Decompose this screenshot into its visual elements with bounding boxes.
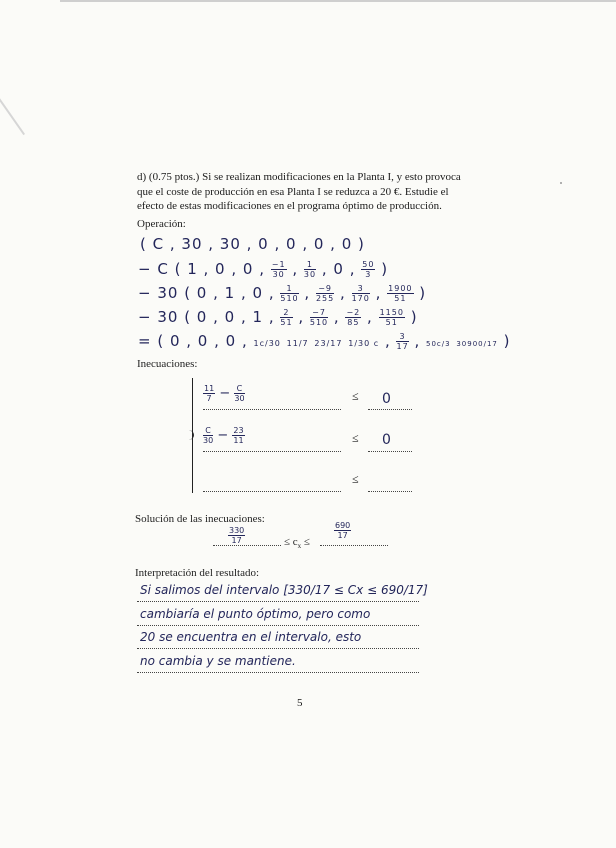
row-tail: ) xyxy=(419,284,427,302)
interpretation-line-3: 20 se encuentra en el intervalo, esto xyxy=(140,630,362,644)
frac-num: 690 xyxy=(335,521,351,530)
frac-den: 11 xyxy=(233,436,244,445)
frac-den: 30 xyxy=(203,436,214,445)
frac-num: −9 xyxy=(316,284,334,294)
inequation-1-rhs: 0 xyxy=(382,391,391,407)
frac-den: 30 xyxy=(234,394,245,403)
frac-den: 17 xyxy=(337,531,348,540)
frac-den: 17 xyxy=(396,342,409,351)
frac-num: 1150 xyxy=(379,308,404,317)
inequation-2-line xyxy=(203,451,341,452)
row5-term: 23/17 xyxy=(314,339,343,348)
frac-den: 3 xyxy=(365,270,372,279)
interpretation-line-2: cambiaría el punto óptimo, pero como xyxy=(140,607,371,621)
page-edge xyxy=(60,0,616,2)
inequation-1-lhs xyxy=(203,384,245,403)
operation-row-1: ( C , 30 , 30 , 0 , 0 , 0 , 0 ) xyxy=(140,235,365,253)
frac-den: 170 xyxy=(351,294,370,303)
row-mid: , 0 , xyxy=(321,260,356,278)
operation-row-3: − 30 ( 0 , 1 , 0 , $\frac{1}{510}$ , $\frac{-9}{255}$ , $\frac{3}{170}$ , $\frac{1900}{51}$ ) xyxy=(138,284,427,303)
solution-low-line xyxy=(213,545,281,546)
frac-den: 30 xyxy=(272,270,285,279)
inequations-brace xyxy=(192,378,201,493)
inequation-3-line xyxy=(203,491,341,492)
row-tail: ) xyxy=(410,308,418,326)
inequation-3-rel: ≤ xyxy=(352,472,359,486)
frac-den: 85 xyxy=(347,318,360,327)
frac-num: C xyxy=(203,426,213,436)
frac-den: 51 xyxy=(385,318,398,327)
frac-num: 3 xyxy=(352,284,370,294)
fold-mark xyxy=(0,85,25,135)
frac-den: 510 xyxy=(280,294,299,303)
interpretation-line-1: Si salimos del intervalo [330/17 ≤ Cx ≤ 690/17] xyxy=(140,583,428,597)
frac-num: 1 xyxy=(280,284,298,294)
frac-num: 50 xyxy=(362,260,375,269)
frac-den: 7 xyxy=(206,394,212,403)
speck xyxy=(560,182,562,184)
row5-term: 30900/17 xyxy=(456,340,498,348)
frac-num: 1 xyxy=(304,260,316,270)
solution-middle xyxy=(284,536,310,550)
operation-row-5: = ( 0 , 0 , 0 , 1c/30 11/7 23/17 1/30 c , $\frac{3}{17}$ , 50c/3 30900/17 ) xyxy=(138,332,511,351)
operation-label: Operación: xyxy=(137,218,186,230)
frac-den: 255 xyxy=(315,294,335,303)
question-text xyxy=(137,170,497,214)
frac-den: 30 xyxy=(303,270,317,279)
row-tail: ) xyxy=(503,332,511,350)
inequation-1-rel: ≤ xyxy=(352,389,359,403)
frac-num: 330 xyxy=(229,526,245,535)
inequation-3-rhs-line xyxy=(368,491,412,492)
interpretation-rule-2 xyxy=(137,625,419,626)
inequation-2-rhs: 0 xyxy=(382,432,391,448)
solution-subscript: x xyxy=(297,542,302,551)
question-line: que el coste de producción en esa Planta I se reduzca a 20 €. Estudie el xyxy=(137,185,449,198)
interpretation-rule-1 xyxy=(137,601,419,602)
frac-num: 23 xyxy=(233,426,244,435)
inequation-1-rhs-line xyxy=(368,409,412,410)
row5-term: 1/30 c xyxy=(348,339,380,348)
frac-den: 17 xyxy=(231,536,242,545)
inequation-2-rel: ≤ xyxy=(352,431,359,445)
question-line: d) (0.75 ptos.) Si se realizan modificaciones en la Planta I, y esto provoca xyxy=(137,171,461,183)
page-number: 5 xyxy=(297,697,303,709)
operation-row-4: − 30 ( 0 , 0 , 1 , $\frac{2}{51}$ , $\frac{-7}{510}$ , $\frac{-2}{85}$ , $\frac{1150}{51}$ ) xyxy=(138,308,418,327)
solution-label: Solución de las inecuaciones: xyxy=(135,513,265,525)
frac-den: 51 xyxy=(394,294,407,303)
interpretation-line-4: no cambia y se mantiene. xyxy=(140,654,296,668)
inequations-label: Inecuaciones: xyxy=(137,358,198,370)
operator: − xyxy=(219,386,231,401)
solution-high-line xyxy=(320,545,388,546)
frac-den: 510 xyxy=(309,318,329,327)
operation-row-2: − C ( 1 , 0 , 0 , $\frac{-1}{30}$ , $\frac{1}{30}$ , 0 , $\frac{50}{3}$ ) xyxy=(138,260,389,279)
row-lead: − 30 ( 0 , 1 , 0 , xyxy=(138,284,275,302)
row5-term: 1c/30 xyxy=(253,339,281,348)
inequation-2-lhs xyxy=(203,426,245,445)
frac-den: 51 xyxy=(280,318,293,327)
inequation-1-line xyxy=(203,409,341,410)
frac-num: −1 xyxy=(271,260,286,269)
row-lead: = ( 0 , 0 , 0 , xyxy=(138,332,248,350)
frac-num: 2 xyxy=(280,308,292,318)
question-line: efecto de estas modificaciones en el programa óptimo de producción. xyxy=(137,200,442,212)
solution-middle-text: ≤ xyxy=(303,536,310,548)
solution-middle-text: ≤ c xyxy=(284,536,298,548)
frac-num: C xyxy=(234,384,244,394)
frac-num: 3 xyxy=(396,332,408,342)
frac-num: 1900 xyxy=(388,284,413,293)
solution-high xyxy=(334,521,351,540)
frac-num: 11 xyxy=(204,384,215,393)
inequation-2-rhs-line xyxy=(368,451,412,452)
row5-term: 50c/3 xyxy=(425,340,451,348)
row-lead: − C ( 1 , 0 , 0 , xyxy=(138,260,265,278)
interpretation-rule-3 xyxy=(137,648,419,649)
interpretation-label: Interpretación del resultado: xyxy=(135,567,260,579)
frac-num: −2 xyxy=(346,308,361,317)
interpretation-rule-4 xyxy=(137,672,419,673)
row5-term: 11/7 xyxy=(286,339,309,348)
frac-num: −7 xyxy=(310,308,328,318)
solution-low xyxy=(228,526,245,545)
operator: − xyxy=(217,428,229,443)
row-lead: − 30 ( 0 , 0 , 1 , xyxy=(138,308,275,326)
row-tail: ) xyxy=(381,260,389,278)
